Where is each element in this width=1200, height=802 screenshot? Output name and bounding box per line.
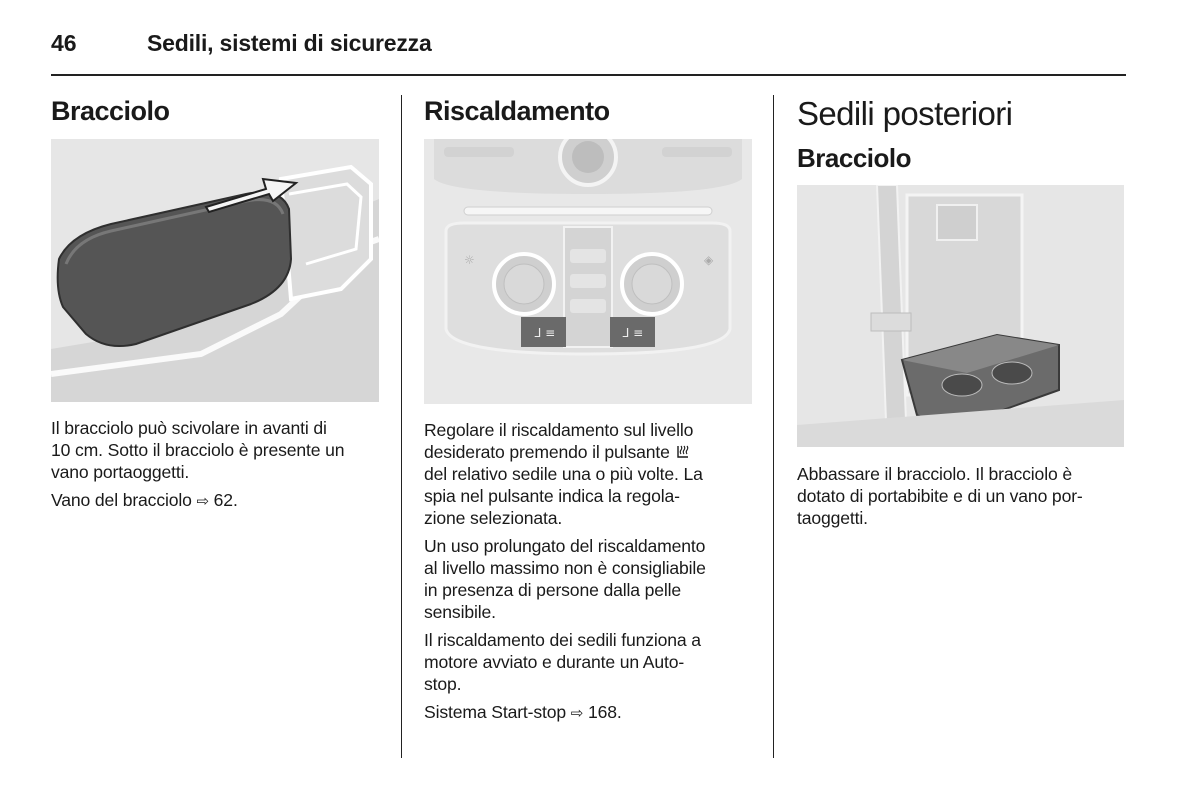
page-reference-link[interactable]: 168. <box>587 702 622 722</box>
start-stop-reference: Sistema Start-stop ⇨ 168. <box>424 702 622 722</box>
seat-heat-icon <box>675 444 691 460</box>
armrest-description: Il bracciolo può scivolare in avanti di 10 cm. Sotto il bracciolo è presente un vano portaoggetti. <box>51 418 345 482</box>
section-heading-rear-seats: Sedili posteriori <box>797 95 1013 132</box>
section-heading-armrest: Bracciolo <box>51 96 170 126</box>
column-divider-1 <box>401 95 402 758</box>
page-number: 46 <box>51 30 77 56</box>
page-header <box>51 26 1126 76</box>
column-heating <box>424 94 752 731</box>
section-heading-heating: Riscaldamento <box>424 96 610 126</box>
heating-operation-note: Il riscaldamento dei sedili funziona a motore avviato e durante un Auto‐ stop. <box>424 630 701 694</box>
header-divider <box>51 74 1126 76</box>
rear-armrest-illustration <box>797 185 1124 447</box>
seat-heating-control-panel-illustration <box>424 139 752 404</box>
subsection-heading-rear-armrest: Bracciolo <box>797 143 911 173</box>
armrest-illustration <box>51 139 379 402</box>
svg-text:ᒧ ≡: ᒧ ≡ <box>622 326 644 340</box>
chapter-title: Sedili, sistemi di sicurezza <box>147 30 432 56</box>
rear-armrest-description: Abbassare il bracciolo. Il bracciolo è dotato di portabibite e di un vano por‐ taoggetti. <box>797 464 1083 528</box>
svg-text:◈: ◈ <box>704 253 714 267</box>
svg-text:ᒧ ≡: ᒧ ≡ <box>534 326 556 340</box>
column-divider-2 <box>773 95 774 758</box>
page-reference-icon: ⇨ <box>196 493 209 510</box>
page-reference-link[interactable]: 62. <box>213 490 238 510</box>
column-rear-seats <box>797 94 1125 535</box>
column-armrest <box>51 94 379 519</box>
heating-warning: Un uso prolungato del riscaldamento al livello massimo non è consigliabile in presenza di persone dalla pelle sensibile. <box>424 536 706 622</box>
armrest-storage-reference: Vano del bracciolo ⇨ 62. <box>51 490 238 510</box>
page-reference-icon: ⇨ <box>570 705 584 722</box>
svg-text:☼: ☼ <box>464 253 475 267</box>
heating-instructions: Regolare il riscaldamento sul livello desiderato premendo il pulsante del relativo sedile una o più volte. La spia nel pulsante indica la regola‐ zione selezionata. <box>424 420 703 528</box>
